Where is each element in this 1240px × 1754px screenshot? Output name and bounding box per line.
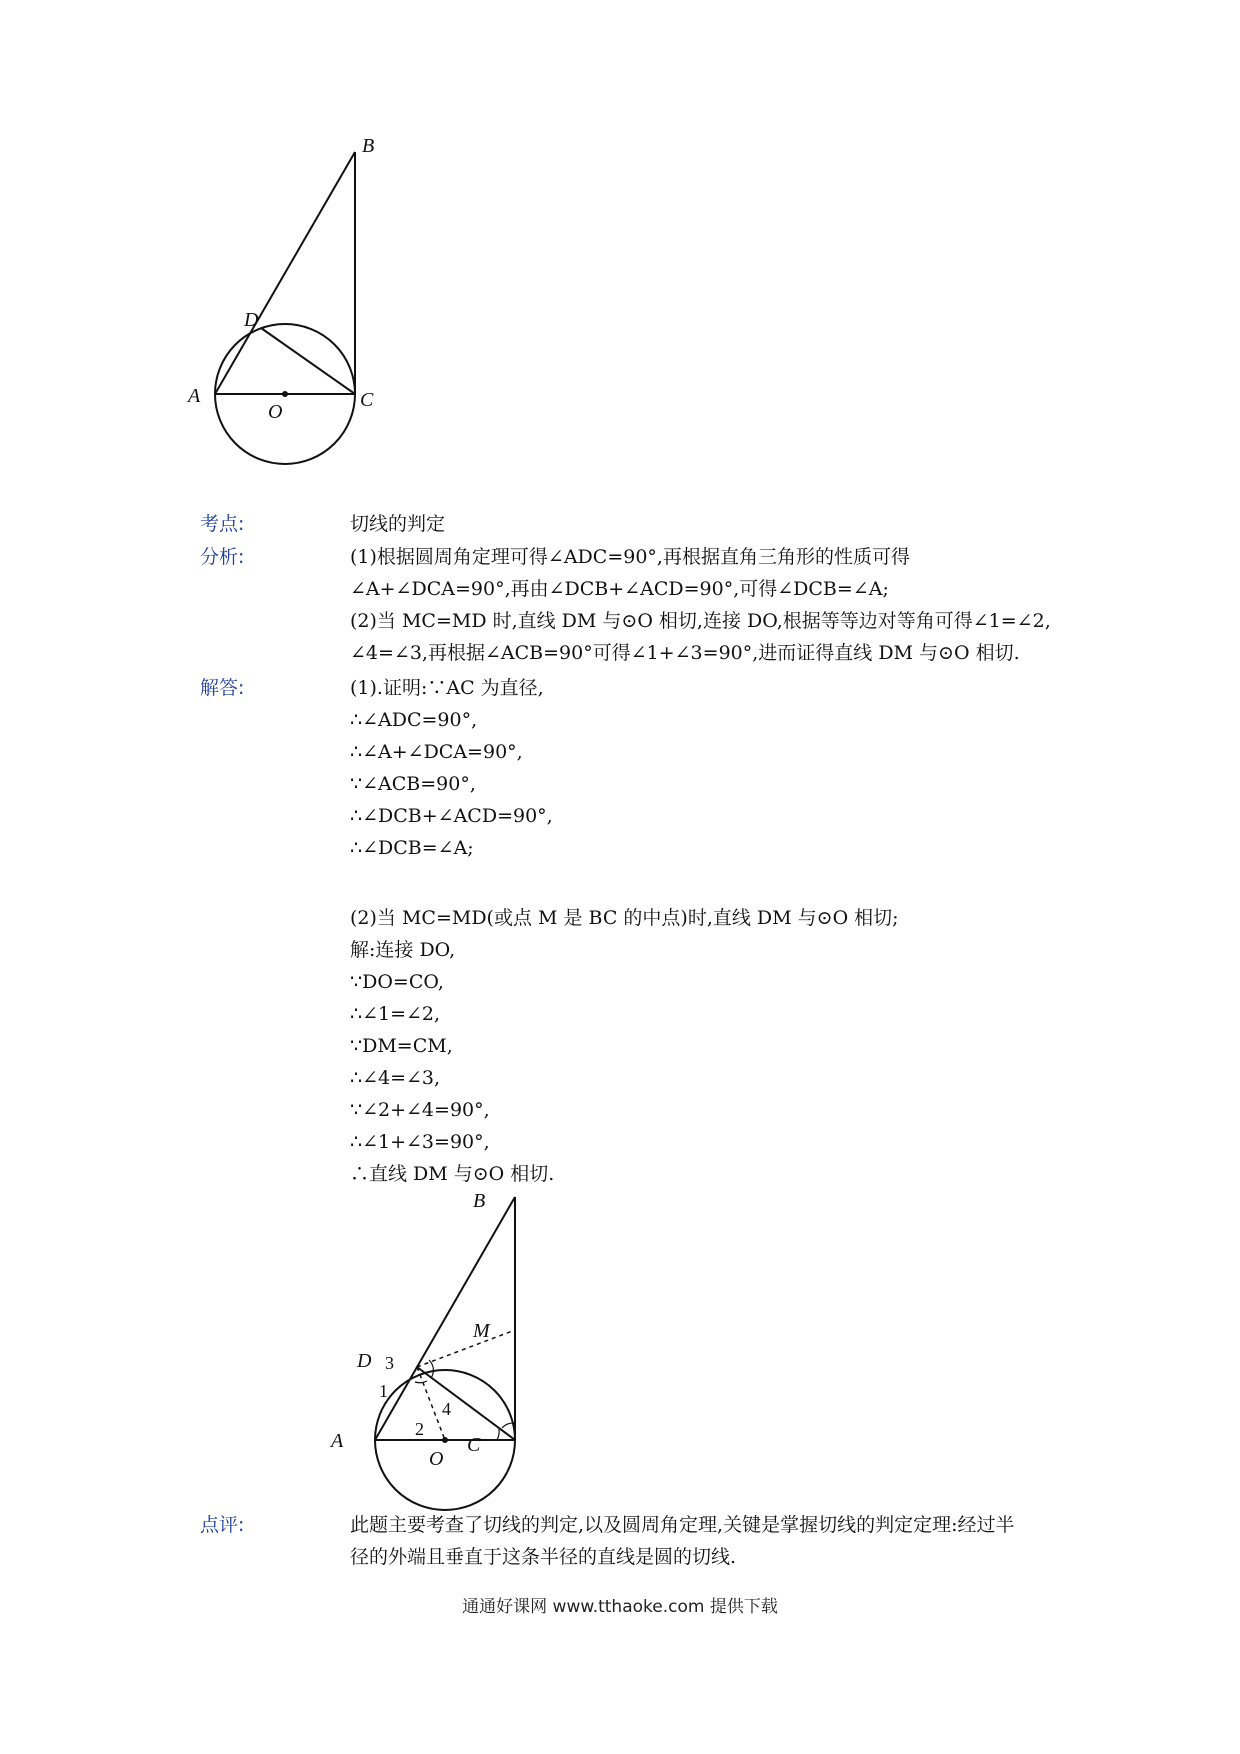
jieda-part1-line: ∴∠DCB+∠ACD=90°, xyxy=(350,805,553,827)
dianping-line: 径的外端且垂直于这条半径的直线是圆的切线. xyxy=(350,1546,737,1568)
label-o: O xyxy=(268,401,283,423)
figure-1 xyxy=(180,135,400,480)
fenxi-line: (2)当 MC=MD 时,直线 DM 与⊙O 相切,连接 DO,根据等等边对等角可得∠1=∠2, xyxy=(350,610,1051,632)
label-angle-2: 2 xyxy=(415,1419,424,1439)
fenxi-line: (1)根据圆周角定理可得∠ADC=90°,再根据直角三角形的性质可得 xyxy=(350,546,910,568)
fenxi-label: 分析: xyxy=(200,546,245,568)
jieda-part2-line: ∴∠1+∠3=90°, xyxy=(350,1131,490,1153)
segment-dm-dashed xyxy=(417,1330,515,1367)
figure-1-svg xyxy=(180,135,400,480)
point-o xyxy=(282,391,288,397)
label-c: C xyxy=(360,389,374,411)
jieda-part1-line: ∵∠ACB=90°, xyxy=(350,773,476,795)
fenxi-line: ∠4=∠3,再根据∠ACB=90°可得∠1+∠3=90°,进而证得直线 DM 与⊙O 相切. xyxy=(350,642,1020,664)
label-m: M xyxy=(473,1320,490,1342)
jieda-part1-line: (1).证明:∵AC 为直径, xyxy=(350,677,544,699)
jieda-label: 解答: xyxy=(200,677,245,699)
jieda-part2-line: ∴直线 DM 与⊙O 相切. xyxy=(350,1163,555,1185)
dianping-label: 点评: xyxy=(200,1514,245,1536)
fenxi-line: ∠A+∠DCA=90°,再由∠DCB+∠ACD=90°,可得∠DCB=∠A; xyxy=(350,578,889,600)
label-angle-1: 1 xyxy=(379,1381,388,1401)
jieda-part2-line: ∵∠2+∠4=90°, xyxy=(350,1099,490,1121)
jieda-part2-line: ∵DO=CO, xyxy=(350,971,444,993)
angle-arc-1 xyxy=(415,1381,427,1383)
angle-arc-2 xyxy=(497,1429,499,1440)
label-d: D xyxy=(357,1350,372,1372)
jieda-part1-line: ∴∠DCB=∠A; xyxy=(350,837,474,859)
label-a: A xyxy=(331,1430,344,1452)
kaodian-text: 切线的判定 xyxy=(350,513,446,535)
label-b: B xyxy=(362,135,375,157)
jieda-part1-line: ∴∠A+∠DCA=90°, xyxy=(350,741,523,763)
label-d: D xyxy=(244,309,259,331)
jieda-part2-line: ∴∠1=∠2, xyxy=(350,1003,441,1025)
kaodian-label: 考点: xyxy=(200,513,245,535)
jieda-part2-line: ∵DM=CM, xyxy=(350,1035,453,1057)
dianping-line: 此题主要考查了切线的判定,以及圆周角定理,关键是掌握切线的判定定理:经过半 xyxy=(350,1514,1015,1536)
segment-ab xyxy=(215,152,355,394)
label-o: O xyxy=(429,1448,444,1470)
label-b: B xyxy=(473,1190,486,1212)
label-a: A xyxy=(188,385,201,407)
page-footer: 通通好课网 www.tthaoke.com 提供下载 xyxy=(462,1597,778,1617)
label-angle-4: 4 xyxy=(442,1399,451,1419)
label-angle-3: 3 xyxy=(385,1353,394,1373)
figure-2 xyxy=(331,1185,585,1525)
label-c: C xyxy=(467,1434,481,1456)
figure-2-svg xyxy=(331,1185,585,1525)
point-o xyxy=(442,1437,448,1443)
jieda-part1-line: ∴∠ADC=90°, xyxy=(350,709,478,731)
jieda-part2-line: 解:连接 DO, xyxy=(350,939,456,961)
jieda-part2-line: (2)当 MC=MD(或点 M 是 BC 的中点)时,直线 DM 与⊙O 相切; xyxy=(350,907,899,929)
jieda-part2-line: ∴∠4=∠3, xyxy=(350,1067,441,1089)
segment-dc xyxy=(261,328,355,394)
